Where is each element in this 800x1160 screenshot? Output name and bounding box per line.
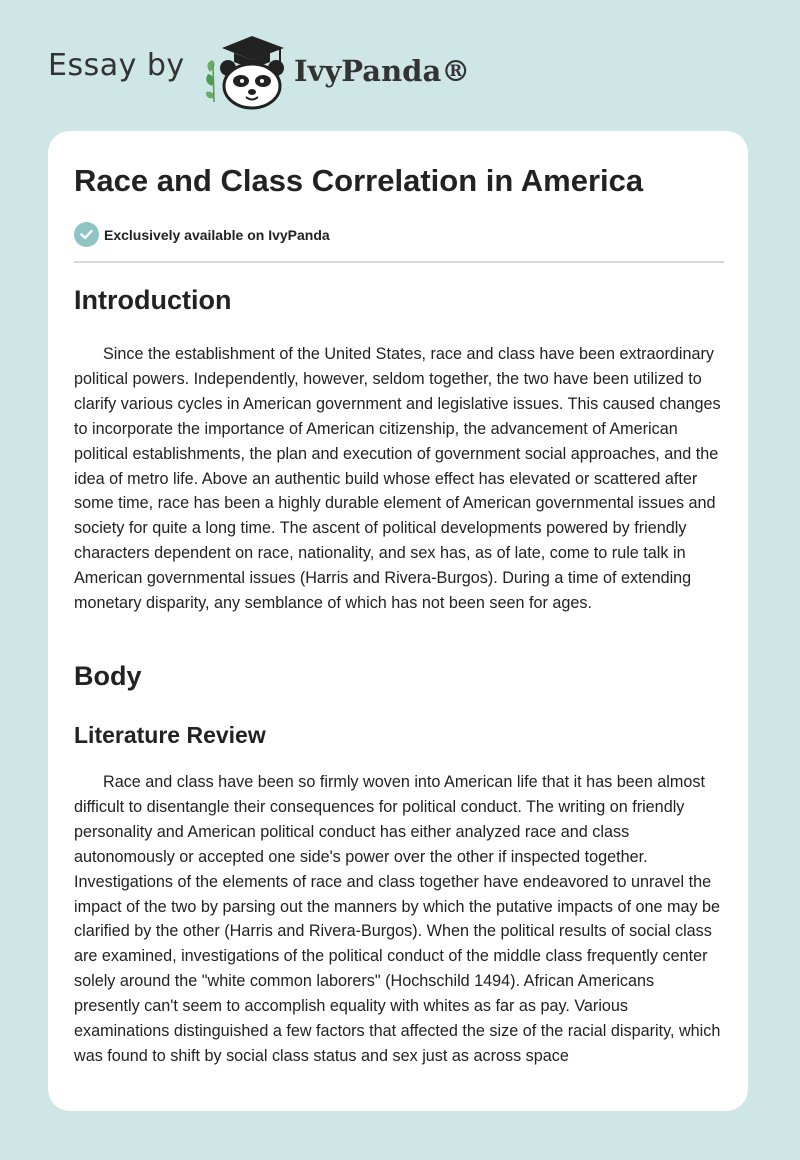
exclusive-badge: [74, 222, 330, 247]
exclusive-badge-label: Exclusively available on IvyPanda: [104, 226, 330, 243]
body-heading: Body: [74, 661, 142, 691]
site-header: [48, 30, 748, 110]
essay-card: [48, 131, 748, 1111]
ivypanda-logo-icon[interactable]: [200, 34, 290, 110]
literature-review-paragraph: Race and class have been so firmly woven into American life that it has been almost difficult to disentangle their consequences for political conduct. The writing on friendly personality and American political conduct has either analyzed race and class autonomously or accepted one side's power over the other if inspected together. Investigations of the elements of race and class together have endeavored to unravel the impact of the two by parsing out the manners by which the putative impacts of one may be clarified by the other (Harris and Rivera-Burgos). When the political results of social class are examined, investigations of the political conduct of the middle class frequently center solely around the "white common laborers" (Hochschild 1494). African Americans presently can't seem to accomplish equality with whites as far as pay. Various examinations distinguished a few factors that affected the size of the racial disparity, which was found to shift by social class status and sex just as across space: [74, 773, 721, 1065]
essay-by-label: Essay by: [48, 48, 185, 83]
checkmark-icon: [74, 222, 99, 247]
introduction-heading: Introduction: [74, 285, 232, 315]
literature-review-heading: Literature Review: [74, 722, 266, 748]
brand-name[interactable]: IvyPanda®: [294, 54, 471, 88]
essay-title: Race and Class Correlation in America: [74, 163, 644, 198]
introduction-paragraph: Since the establishment of the United States, race and class have been extraordinary political powers. Independently, however, seldom together, the two have been utilized to clarify various cycles in American government and legislative issues. This caused changes to incorporate the importance of American citizenship, the advancement of American political establishments, the plan and execution of government social approaches, and the idea of metro life. Above an authentic build whose effect has elevated or scattered after some time, race has been a highly durable element of American governmental issues and society for quite a long time. The ascent of political developments powered by friendly characters dependent on race, nationality, and sex has, as of late, come to rule talk in American governmental issues (Harris and Rivera-Burgos). During a time of extending monetary disparity, any semblance of which has not been seen for ages.: [74, 345, 721, 613]
title-divider: [74, 261, 724, 263]
